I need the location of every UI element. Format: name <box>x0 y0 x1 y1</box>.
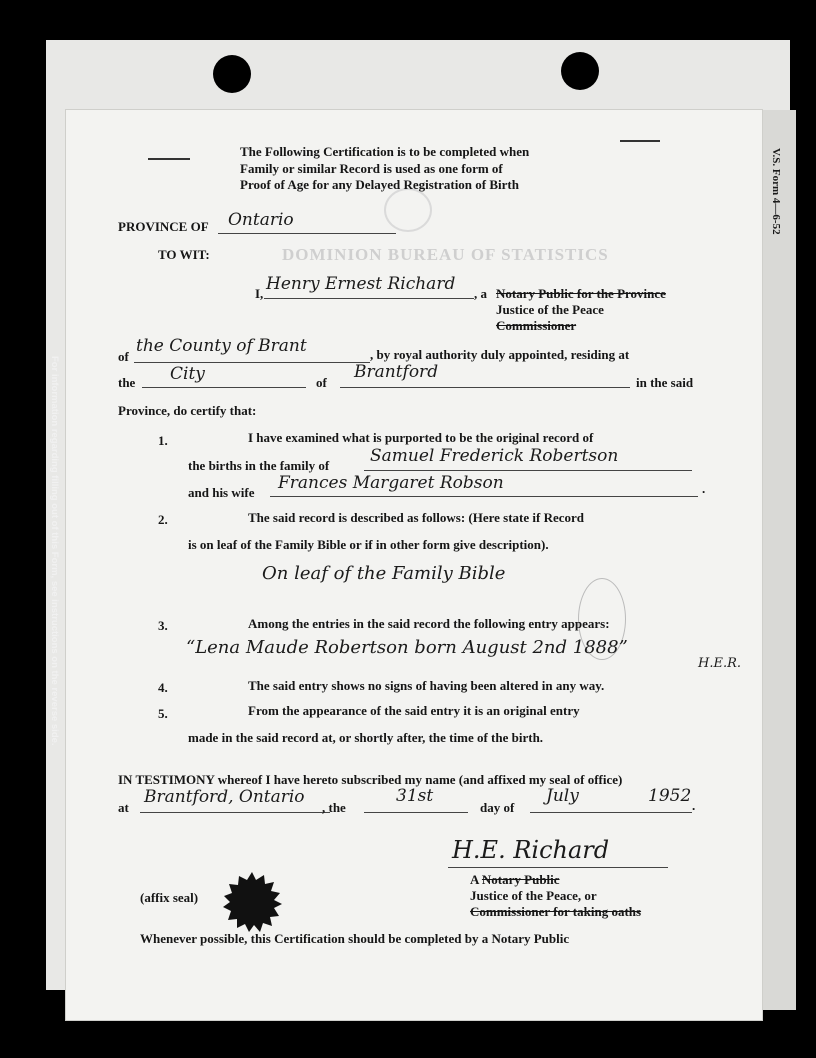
at-place-line <box>140 812 330 813</box>
at-label: at <box>118 800 129 815</box>
item-2-text-a: The said record is described as follows: (Here state if Record <box>248 510 585 525</box>
day-of-label: day of <box>480 800 515 815</box>
punch-hole-right <box>561 52 599 90</box>
place-name-line <box>340 387 630 388</box>
declarant-line <box>264 298 474 299</box>
title-notary-struck: Notary Public for the Province <box>496 286 666 301</box>
province-label: PROVINCE OF <box>118 219 209 234</box>
month-year-line <box>530 812 692 813</box>
the-date-label: , the <box>322 800 346 815</box>
sig-title-a-line <box>470 872 560 888</box>
declarant-name: Henry Ernest Richard <box>266 274 456 294</box>
item-2-text-b: is on leaf of the Family Bible or if in other form give description). <box>188 537 549 552</box>
item-1-number: 1. <box>158 433 168 448</box>
item-5-text-b: made in the said record at, or shortly after, the time of the birth. <box>188 730 544 745</box>
place-type-value: City <box>170 364 205 384</box>
the-label: the <box>118 375 136 390</box>
province-value: Ontario <box>228 210 294 230</box>
signature-line <box>448 867 668 868</box>
title-commissioner-struck: Commissioner <box>496 318 577 333</box>
sig-title-a: A <box>470 872 479 887</box>
in-the-said: in the said <box>636 375 694 390</box>
item-3-text: Among the entries in the said record the following entry appears: <box>248 616 610 631</box>
place-name-value: Brantford <box>354 362 439 382</box>
dash-left <box>148 158 190 160</box>
dash-right <box>620 140 660 142</box>
of-label: of <box>118 349 129 364</box>
item-4-number: 4. <box>158 680 168 695</box>
item-2-number: 2. <box>158 512 168 527</box>
mother-name: Frances Margaret Robson <box>278 473 504 493</box>
to-wit-label: TO WIT: <box>158 247 210 262</box>
back-sheet-edge <box>760 110 796 1010</box>
day-line <box>364 812 468 813</box>
crest-watermark <box>384 188 432 232</box>
father-name: Samuel Frederick Robertson <box>370 446 619 466</box>
place-type-line <box>142 387 306 388</box>
testimony-rest: whereof I have hereto subscribed my name (and affixed my seal of office) <box>217 772 623 787</box>
declarant-prefix: I, <box>255 286 264 301</box>
year-value: 1952 <box>648 786 692 806</box>
side-instruction-note: For information regarding filling out of this Form, see instructions on the reverse side. <box>49 356 60 746</box>
province-line <box>218 233 396 234</box>
item-5-number: 5. <box>158 706 168 721</box>
affix-seal-label: (affix seal) <box>140 890 199 905</box>
item-1-text-b: the births in the family of <box>188 458 330 473</box>
sig-title-commissioner-struck: Commissioner for taking oaths <box>470 904 642 919</box>
form-number: V.S. Form 4—6-52 <box>770 148 782 235</box>
sig-title-notary-struck: Notary Public <box>481 872 560 887</box>
item-1-period: . <box>702 481 706 496</box>
initials-small: H.E.R. <box>698 656 742 671</box>
father-line <box>364 470 692 471</box>
mother-line <box>270 496 698 497</box>
item-5-text-a: From the appearance of the said entry it is an original entry <box>248 703 580 718</box>
punch-hole-left <box>213 55 251 93</box>
notary-seal-icon <box>222 872 282 932</box>
sig-title-justice: Justice of the Peace, or <box>470 888 597 903</box>
testimony-period: . <box>692 798 696 813</box>
of-label-2: of <box>316 375 327 390</box>
item-1-text-a: I have examined what is purported to be the original record of <box>248 430 594 445</box>
item-3-number: 3. <box>158 618 168 633</box>
at-place-value: Brantford, Ontario <box>144 787 305 807</box>
birth-entry: “Lena Maude Robertson born August 2nd 1888” <box>186 637 628 658</box>
title-justice: Justice of the Peace <box>496 302 604 317</box>
month-value: July <box>546 786 579 806</box>
of-county-value: the County of Brant <box>136 336 307 356</box>
record-description: On leaf of the Family Bible <box>262 563 506 584</box>
footer-note: Whenever possible, this Certification should be completed by a Notary Public <box>140 931 570 946</box>
heading-line-1: The Following Certification is to be completed when <box>240 144 530 159</box>
item-1-text-c: and his wife <box>188 485 255 500</box>
heading-line-2: Family or similar Record is used as one form of <box>240 161 503 176</box>
item-4-text: The said entry shows no signs of having been altered in any way. <box>248 678 605 693</box>
signature: H.E. Richard <box>452 836 610 864</box>
testimony-bold: IN TESTIMONY <box>118 772 215 787</box>
of-county-line <box>134 362 370 363</box>
authority-text: , by royal authority duly appointed, residing at <box>370 347 630 362</box>
day-value: 31st <box>396 786 434 806</box>
watermark: DOMINION BUREAU OF STATISTICS <box>282 245 609 264</box>
province-certify: Province, do certify that: <box>118 403 257 418</box>
heading-line-3: Proof of Age for any Delayed Registration of Birth <box>240 177 519 192</box>
declarant-suffix: , a <box>474 286 487 301</box>
